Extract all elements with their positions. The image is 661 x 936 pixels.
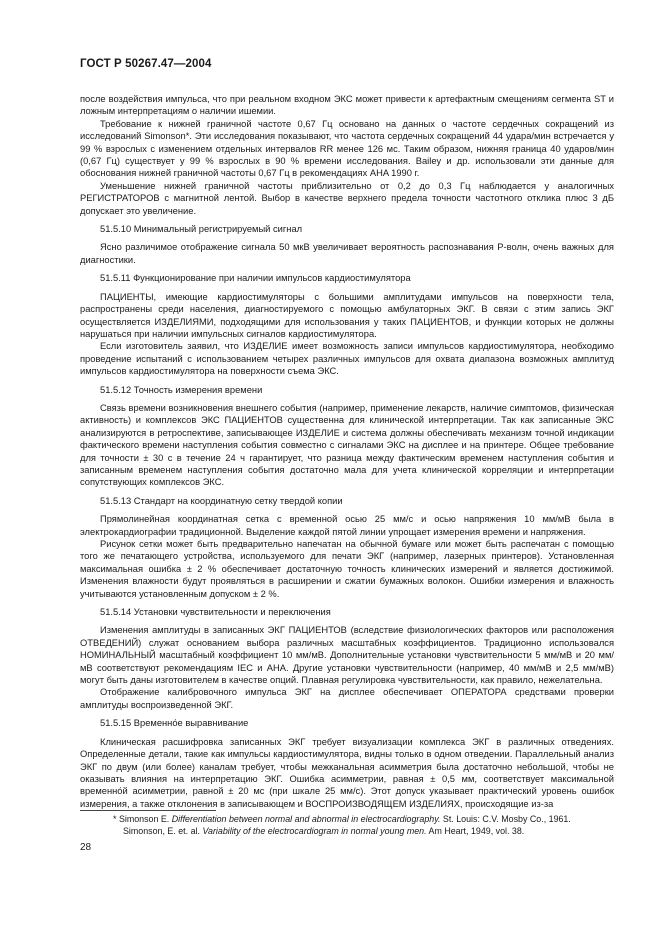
body-paragraph: Отображение калибровочного импульса ЭКГ на дисплее обеспечивает ОПЕРАТОРА средствами проверки амплитуды воспроизведенной ЭКГ. bbox=[80, 687, 614, 710]
section-heading: 51.5.13 Стандарт на координатную сетку твердой копии bbox=[100, 495, 343, 506]
footnote-ref2-author: Simonson, E. et. al. bbox=[123, 825, 200, 836]
body-paragraph: Связь времени возникновения внешнего события (например, применение лекарств, наличие симптомов, физическая активность) и комплексов ЭКС ПАЦИЕНТОВ существенна для клинической интерпретации. Так как записанные ЭКС анализируются в ретроспективе, записывающее ИЗДЕЛИЕ и система должны обеспечивать механизм точной индикации фактического времени наступления события совместно с сигналами ЭКС на дисплее и на принтере. Общее требование для точности ± 30 с в течение 24 ч гарантирует, что разница между фактическим временем наступления события и записанным временем наступления события достаточно мала для учета клинической корреляции и интерпретации сопутствующих комплексов ЭКС. bbox=[80, 402, 614, 488]
footnote-reference-1 bbox=[113, 814, 618, 826]
footnote-divider bbox=[80, 810, 216, 811]
body-paragraph: Требование к нижней граничной частоте 0,67 Гц основано на данных о частоте сердечных сокращений из исследований Simonson*. Эти исследования показывают, что частота сердечных сокращений 44 удара/мин встречается у 99 % взрослых с изменением отдельных интервалов RR менее 126 мс. Таким образом, нижняя граница 40 ударов/мин (0,67 Гц) существует у 99 % взрослых в 90 % времени исследования. Bailey и др. использовали эти данные для обоснования нижней граничной частоты 0,67 Гц в рекомендациях AHA 1990 г. bbox=[80, 118, 614, 179]
document-header bbox=[80, 58, 211, 70]
section-heading: 51.5.11 Функционирование при наличии импульсов кардиостимулятора bbox=[100, 273, 411, 284]
footnote bbox=[113, 814, 618, 837]
body-paragraph: ПАЦИЕНТЫ, имеющие кардиостимуляторы с большими амплитудами импульсов на поверхности тела, распространены среди населения, диагностируемого с помощью амбулаторных ЭКГ. В связи с этим запись ЭКГ осуществляется ИЗДЕЛИЯМИ, подходящими для использования у таких ПАЦИЕНТОВ, и функции которых не должны нарушаться при наличии импульсных сигналов кардиостимулятора. bbox=[80, 291, 614, 339]
body-paragraph: после воздействия импульса, что при реальном входном ЭКС может привести к артефактным смещениям сегмента ST и ложным интерпретациям о наличии ишемии. bbox=[80, 94, 614, 117]
footnote-ref1-author: Simonson E. bbox=[118, 814, 170, 824]
body-paragraph: Прямолинейная координатная сетка с временной осью 25 мм/с и осью напряжения 10 мм/мВ была в электрокардиографии традиционной. Выделение каждой пятой линии упрощает измерения времени и напряжения. bbox=[80, 514, 614, 537]
body-paragraph: Изменения амплитуды в записанных ЭКГ ПАЦИЕНТОВ (вследствие физиологических факторов или расположения ОТВЕДЕНИЙ) служат основанием выбора различных масштабных коэффициентов. Традиционно использовался НОМИНАЛЬНЫЙ масштабный коэффициент 10 мм/мВ. Дополнительные установки чувствительности 5 мм/мВ и 20 мм/мВ соответствуют рекомендациям IEC и AHA. Другие установки чувствительности (например, 40 мм/мВ и 2,5 мм/мВ) могут быть даны изготовителем в качестве опций. Плавная регулировка чувствительности, как правило, нежелательна. bbox=[80, 625, 614, 686]
footnote-marker: * bbox=[113, 814, 117, 824]
body-text bbox=[80, 93, 614, 810]
body-paragraph: Рисунок сетки может быть предварительно напечатан на обычной бумаге или может быть распечатан с помощью того же печатающего устройства, используемого для печати ЭКГ (например, лазерных принтеров). Установленная максимальная ошибка ± 2 % обеспечивает достаточную точность клинических измерений и является достижимой. Изменения влажности будут проявляться в расширении и сжатии бумажных волокон. Ошибки измерения и влажность учитываются установленным допуском ± 2 %. bbox=[80, 539, 614, 599]
footnote-ref2-source: Am Heart, 1949, vol. 38. bbox=[428, 825, 525, 836]
section-heading: 51.5.15 Временно́е выравнивание bbox=[100, 718, 249, 729]
page-number: 28 bbox=[80, 842, 92, 853]
body-paragraph: Уменьшение нижней граничной частоты приблизительно от 0,2 до 0,3 Гц наблюдается у аналогичных РЕГИСТРАТОРОВ с магнитной лентой. Выбор в качестве верхнего предела точности частотного отклика плюс 3 дБ допускает это увеличение. bbox=[80, 180, 614, 216]
body-paragraph: Ясно различимое отображение сигнала 50 мкВ увеличивает вероятность распознавания Р-волн, очень важных для диагностики. bbox=[80, 242, 614, 265]
footnote-ref1-title: Differentiation between normal and abnormal in electrocardiography. bbox=[171, 814, 441, 824]
section-heading: 51.5.10 Минимальный регистрируемый сигнал bbox=[100, 224, 303, 235]
body-paragraph: Клиническая расшифровка записанных ЭКГ требует визуализации комплекса ЭКГ в различных отведениях. Определенные детали, такие как импульсы кардиостимулятора, видны только в одном отведении. Параллельный анализ ЭКГ по двум (или более) каналам требует, чтобы межканальная асимметрия была достаточно небольшой, чтобы не оказывать влияния на интерпретацию ЭКГ. Ошибка асимметрии, равная ± 0,5 мм, соответствует максимальной временно́й асимметрии, равной ± 20 мс (при шкале 25 мм/с). Этот допуск указывает практический уровень ошибок измерения, а также отклонения в записывающем и ВОСПРОИЗВОДЯЩЕМ ИЗДЕЛИЯХ, происходящие из-за bbox=[80, 736, 614, 809]
standard-title: ГОСТ Р 50267.47—2004 bbox=[80, 58, 212, 70]
section-heading: 51.5.12 Точность измерения времени bbox=[100, 384, 263, 395]
footnote-reference-2 bbox=[113, 826, 618, 838]
section-heading: 51.5.14 Установки чувствительности и переключения bbox=[100, 607, 331, 618]
footnote-ref2-title: Variability of the electrocardiogram in normal young men. bbox=[202, 825, 427, 836]
body-paragraph: Если изготовитель заявил, что ИЗДЕЛИЕ имеет возможность записи импульсов кардиостимулятора, необходимо проведение испытаний с использованием четырех различных импульсов для охвата диапазона возможных амплитуд импульсов кардиостимулятора на поверхности съема ЭКС. bbox=[80, 341, 614, 377]
footnote-ref1-source: St. Louis: C.V. Mosby Co., 1961. bbox=[442, 814, 571, 824]
